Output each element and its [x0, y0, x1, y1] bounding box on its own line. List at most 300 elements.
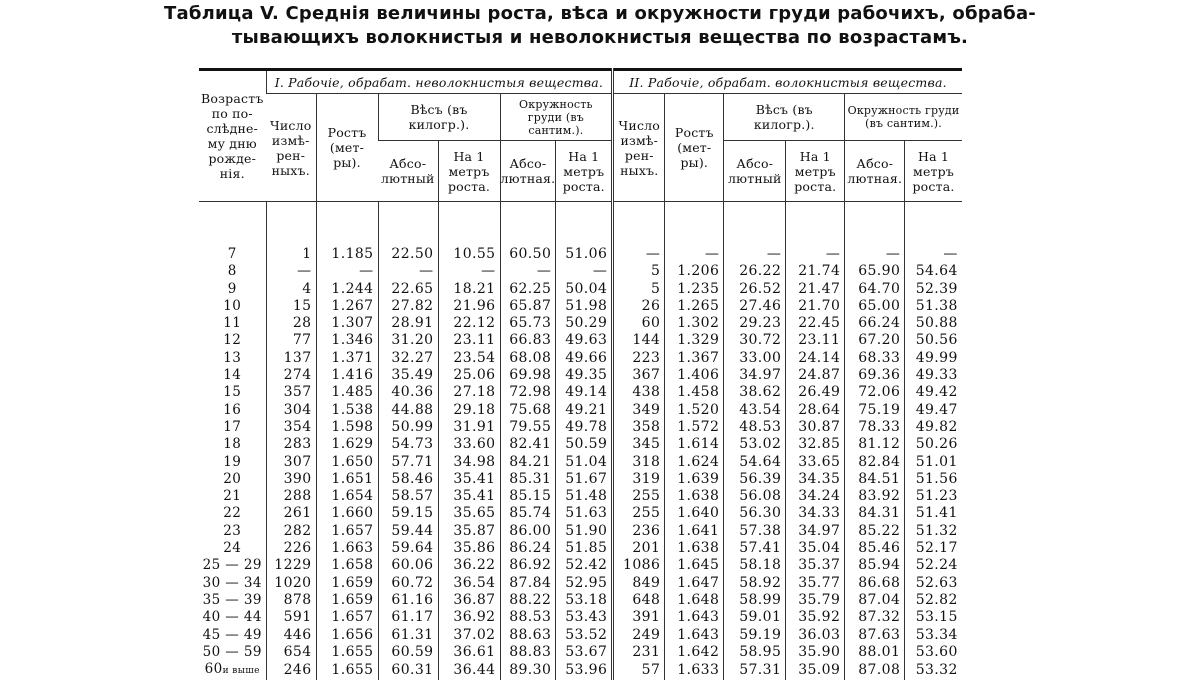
table-row	[199, 644, 962, 661]
cell-g1-weight-absolute: 61.31	[378, 627, 438, 644]
cell-g2-count: 319	[613, 471, 665, 488]
title-line-2: тывающихъ волокнистыя и неволокнистыя вещества по возрастамъ.	[231, 27, 969, 48]
cell-age	[199, 419, 266, 436]
cell-g2-height: 1.520	[665, 402, 724, 419]
cell-age	[199, 436, 266, 453]
cell-g2-weight-absolute: 59.19	[724, 627, 786, 644]
cell-g1-weight-per-meter: 36.87	[438, 592, 500, 609]
table-row	[199, 436, 962, 453]
cell-g2-weight-absolute: 58.99	[724, 592, 786, 609]
cell-g2-height: 1.329	[665, 332, 724, 349]
age-value: 30 — 34	[202, 574, 262, 591]
cell-g1-chest-per-meter: 49.78	[556, 419, 613, 436]
age-value: 24	[223, 540, 242, 557]
cell-age	[199, 281, 266, 298]
cell-g1-count: 226	[266, 540, 316, 557]
cell-g2-weight-per-meter: 21.74	[786, 263, 845, 280]
cell-g2-height: 1.614	[665, 436, 724, 453]
table-row	[199, 609, 962, 626]
cell-g1-chest-absolute: 88.63	[500, 627, 556, 644]
cell-g1-count: 390	[266, 471, 316, 488]
cell-g2-weight-per-meter: 35.90	[786, 644, 845, 661]
cell-g1-chest-per-meter: 50.59	[556, 436, 613, 453]
cell-g1-chest-per-meter: 51.48	[556, 488, 613, 505]
cell-g1-chest-per-meter: 52.42	[556, 557, 613, 574]
cell-g2-height: 1.642	[665, 644, 724, 661]
cell-g2-chest-per-meter: 51.01	[905, 454, 962, 471]
cell-g2-weight-absolute: 58.18	[724, 557, 786, 574]
cell-g1-weight-absolute: 57.71	[378, 454, 438, 471]
cell-g2-chest-absolute: 69.36	[845, 367, 905, 384]
cell-g1-height: 1.371	[316, 350, 378, 367]
cell-g1-height: 1.416	[316, 367, 378, 384]
cell-g1-chest-per-meter: —	[556, 263, 613, 280]
cell-g2-weight-absolute: 26.22	[724, 263, 786, 280]
cell-g2-chest-absolute: 85.94	[845, 557, 905, 574]
age-value: 13	[223, 349, 242, 366]
cell-g1-chest-absolute: 62.25	[500, 281, 556, 298]
cell-g1-height: 1.663	[316, 540, 378, 557]
table-row	[199, 523, 962, 540]
cell-g2-height: 1.643	[665, 609, 724, 626]
cell-age	[199, 575, 266, 592]
cell-g1-count: 654	[266, 644, 316, 661]
cell-g2-count: 5	[613, 281, 665, 298]
cell-g1-weight-per-meter: 33.60	[438, 436, 500, 453]
cell-g1-weight-per-meter: —	[438, 263, 500, 280]
cell-g1-chest-absolute: 86.00	[500, 523, 556, 540]
age-value: 40 — 44	[202, 609, 262, 626]
cell-g2-chest-per-meter: 52.63	[905, 575, 962, 592]
header-chest-g1: Окружность груди (въ сантим.).	[500, 94, 613, 141]
cell-g1-chest-absolute: 65.87	[500, 298, 556, 315]
cell-g1-chest-absolute: 60.50	[500, 246, 556, 263]
cell-g1-weight-per-meter: 25.06	[438, 367, 500, 384]
cell-g2-chest-per-meter: 49.99	[905, 350, 962, 367]
cell-g2-height: 1.367	[665, 350, 724, 367]
data-table	[199, 68, 962, 680]
cell-g2-weight-per-meter: 32.85	[786, 436, 845, 453]
age-value: 18	[223, 436, 242, 453]
cell-g2-height: 1.633	[665, 661, 724, 680]
table-row	[199, 419, 962, 436]
cell-g1-count: 446	[266, 627, 316, 644]
cell-g2-count: —	[613, 246, 665, 263]
cell-g2-weight-absolute: 48.53	[724, 419, 786, 436]
cell-g1-count: 878	[266, 592, 316, 609]
age-value: 21	[223, 488, 242, 505]
cell-g2-weight-absolute: 29.23	[724, 315, 786, 332]
cell-g1-count: 1020	[266, 575, 316, 592]
cell-g1-weight-per-meter: 31.91	[438, 419, 500, 436]
cell-g2-height: 1.645	[665, 557, 724, 574]
cell-age	[199, 315, 266, 332]
cell-g1-count: 304	[266, 402, 316, 419]
cell-g2-weight-absolute: 26.52	[724, 281, 786, 298]
cell-g2-chest-per-meter: 49.82	[905, 419, 962, 436]
cell-g2-chest-absolute: 87.32	[845, 609, 905, 626]
cell-g1-count: 283	[266, 436, 316, 453]
cell-g1-count: 1	[266, 246, 316, 263]
cell-g1-weight-per-meter: 22.12	[438, 315, 500, 332]
title-line-1: Таблица V. Среднія величины роста, вѣса и окружности груди рабочихъ, обраба-	[164, 3, 1036, 24]
cell-g2-weight-per-meter: 21.70	[786, 298, 845, 315]
cell-g1-height: 1.654	[316, 488, 378, 505]
cell-age	[199, 454, 266, 471]
cell-age	[199, 402, 266, 419]
cell-g1-weight-per-meter: 35.41	[438, 471, 500, 488]
cell-g2-count: 201	[613, 540, 665, 557]
age-value: 60	[204, 661, 223, 678]
cell-g1-count: 261	[266, 505, 316, 522]
cell-g2-weight-per-meter: 21.47	[786, 281, 845, 298]
cell-g1-chest-per-meter: 51.06	[556, 246, 613, 263]
age-value: 22	[223, 505, 242, 522]
cell-g1-height: 1.657	[316, 609, 378, 626]
cell-g1-chest-absolute: 85.74	[500, 505, 556, 522]
cell-g1-count: 15	[266, 298, 316, 315]
table-row	[199, 557, 962, 574]
cell-g1-chest-per-meter: 49.21	[556, 402, 613, 419]
age-suffix: и выше	[222, 666, 260, 677]
cell-g2-height: 1.638	[665, 540, 724, 557]
cell-age	[199, 263, 266, 280]
cell-g2-height: —	[665, 246, 724, 263]
cell-g2-chest-per-meter: 49.42	[905, 384, 962, 401]
cell-g2-chest-per-meter: 53.60	[905, 644, 962, 661]
cell-g2-chest-per-meter: 49.47	[905, 402, 962, 419]
cell-age	[199, 488, 266, 505]
cell-g2-count: 249	[613, 627, 665, 644]
cell-g1-weight-per-meter: 37.02	[438, 627, 500, 644]
cell-g1-weight-absolute: 22.65	[378, 281, 438, 298]
cell-g2-weight-per-meter: 24.14	[786, 350, 845, 367]
cell-g1-height: 1.267	[316, 298, 378, 315]
cell-g1-weight-absolute: 58.57	[378, 488, 438, 505]
cell-g1-chest-absolute: 89.30	[500, 661, 556, 680]
cell-age	[199, 627, 266, 644]
cell-age	[199, 471, 266, 488]
cell-g1-weight-absolute: 58.46	[378, 471, 438, 488]
cell-g1-weight-absolute: 60.72	[378, 575, 438, 592]
cell-g2-height: 1.643	[665, 627, 724, 644]
header-weight-per-meter-g2: На 1 метръ роста.	[786, 141, 845, 202]
cell-g2-weight-per-meter: 34.24	[786, 488, 845, 505]
cell-g2-chest-per-meter: 51.41	[905, 505, 962, 522]
cell-g2-weight-absolute: 57.38	[724, 523, 786, 540]
cell-g2-chest-absolute: 86.68	[845, 575, 905, 592]
cell-g2-chest-per-meter: 51.23	[905, 488, 962, 505]
cell-g1-count: 357	[266, 384, 316, 401]
table-row	[199, 298, 962, 315]
cell-g1-weight-absolute: 60.31	[378, 661, 438, 680]
cell-g2-weight-per-meter: 22.45	[786, 315, 845, 332]
header-count-g1: Число измѣ-рен-ныхъ.	[266, 94, 316, 202]
age-value: 20	[223, 470, 242, 487]
table-row	[199, 332, 962, 349]
age-value: 14	[223, 367, 242, 384]
table-row	[199, 246, 962, 263]
cell-g2-chest-absolute: 65.90	[845, 263, 905, 280]
cell-g2-chest-absolute: 85.46	[845, 540, 905, 557]
cell-g2-weight-per-meter: 28.64	[786, 402, 845, 419]
cell-g2-weight-absolute: 53.02	[724, 436, 786, 453]
header-weight-g2: Вѣсъ (въ килогр.).	[724, 94, 845, 141]
cell-g1-height: 1.656	[316, 627, 378, 644]
cell-g2-weight-absolute: 57.31	[724, 661, 786, 680]
cell-g2-height: 1.206	[665, 263, 724, 280]
cell-g1-height: 1.629	[316, 436, 378, 453]
header-weight-absolute-g1: Абсо-лютный	[378, 141, 438, 202]
cell-g1-weight-per-meter: 29.18	[438, 402, 500, 419]
header-age: Возрастъ по по-слѣдне-му дню рожде-нія.	[199, 70, 266, 202]
cell-g2-weight-absolute: 56.08	[724, 488, 786, 505]
cell-g2-count: 849	[613, 575, 665, 592]
cell-g1-weight-per-meter: 36.92	[438, 609, 500, 626]
table-row	[199, 281, 962, 298]
cell-g2-weight-per-meter: 35.77	[786, 575, 845, 592]
age-value: 17	[223, 418, 242, 435]
cell-g2-weight-per-meter: 35.04	[786, 540, 845, 557]
cell-g2-weight-per-meter: 35.37	[786, 557, 845, 574]
cell-g1-chest-per-meter: 51.98	[556, 298, 613, 315]
cell-g2-weight-absolute: 58.92	[724, 575, 786, 592]
cell-g2-chest-absolute: 85.22	[845, 523, 905, 540]
cell-g2-weight-absolute: 56.39	[724, 471, 786, 488]
cell-g1-chest-absolute: 69.98	[500, 367, 556, 384]
cell-g1-weight-absolute: 44.88	[378, 402, 438, 419]
cell-g2-count: 231	[613, 644, 665, 661]
cell-g2-weight-per-meter: —	[786, 246, 845, 263]
cell-g2-chest-per-meter: 52.82	[905, 592, 962, 609]
cell-g2-count: 367	[613, 367, 665, 384]
cell-g1-weight-per-meter: 35.87	[438, 523, 500, 540]
cell-g1-chest-per-meter: 51.85	[556, 540, 613, 557]
cell-g1-height: 1.346	[316, 332, 378, 349]
cell-g2-weight-absolute: 56.30	[724, 505, 786, 522]
cell-g1-chest-absolute: 84.21	[500, 454, 556, 471]
age-value: 50 — 59	[202, 643, 262, 660]
cell-g2-chest-per-meter: —	[905, 246, 962, 263]
cell-g1-chest-per-meter: 51.90	[556, 523, 613, 540]
table-row	[199, 350, 962, 367]
cell-g1-weight-per-meter: 23.11	[438, 332, 500, 349]
cell-g1-weight-absolute: 40.36	[378, 384, 438, 401]
cell-g1-chest-absolute: 82.41	[500, 436, 556, 453]
cell-g1-height: —	[316, 263, 378, 280]
cell-g1-weight-per-meter: 36.54	[438, 575, 500, 592]
age-value: 16	[223, 401, 242, 418]
cell-g2-weight-per-meter: 36.03	[786, 627, 845, 644]
cell-g2-chest-absolute: 88.01	[845, 644, 905, 661]
age-value: 45 — 49	[202, 626, 262, 643]
age-value: 15	[223, 384, 242, 401]
cell-g1-height: 1.538	[316, 402, 378, 419]
cell-g2-chest-per-meter: 52.39	[905, 281, 962, 298]
cell-g1-weight-absolute: 50.99	[378, 419, 438, 436]
cell-g2-height: 1.638	[665, 488, 724, 505]
cell-g1-chest-absolute: 86.92	[500, 557, 556, 574]
table-row	[199, 454, 962, 471]
cell-g2-chest-absolute: 84.51	[845, 471, 905, 488]
cell-g1-chest-absolute: 88.22	[500, 592, 556, 609]
cell-g2-chest-per-meter: 52.24	[905, 557, 962, 574]
cell-g1-weight-per-meter: 36.61	[438, 644, 500, 661]
table-row	[199, 263, 962, 280]
cell-g2-height: 1.265	[665, 298, 724, 315]
cell-g2-chest-absolute: 65.00	[845, 298, 905, 315]
cell-g2-chest-per-meter: 49.33	[905, 367, 962, 384]
cell-g1-weight-absolute: 54.73	[378, 436, 438, 453]
cell-g2-weight-per-meter: 34.97	[786, 523, 845, 540]
age-value: 9	[227, 280, 237, 297]
cell-g2-weight-per-meter: 24.87	[786, 367, 845, 384]
cell-g2-chest-per-meter: 53.32	[905, 661, 962, 680]
cell-g1-weight-absolute: 60.59	[378, 644, 438, 661]
header-group-2: II. Рабочіе, обрабат. волокнистыя вещества.	[613, 70, 962, 94]
cell-g1-chest-absolute: 86.24	[500, 540, 556, 557]
header-weight-g1: Вѣсъ (въ килогр.).	[378, 94, 500, 141]
cell-age	[199, 350, 266, 367]
header-height-g2: Ростъ (мет-ры).	[665, 94, 724, 202]
cell-g2-height: 1.458	[665, 384, 724, 401]
header-chest-absolute-g2: Абсо-лютная.	[845, 141, 905, 202]
cell-g2-weight-per-meter: 23.11	[786, 332, 845, 349]
header-weight-absolute-g2: Абсо-лютный	[724, 141, 786, 202]
cell-g1-weight-per-meter: 10.55	[438, 246, 500, 263]
cell-age	[199, 505, 266, 522]
cell-g2-chest-per-meter: 52.17	[905, 540, 962, 557]
cell-g1-chest-per-meter: 49.35	[556, 367, 613, 384]
header-weight-per-meter-g1: На 1 метръ роста.	[438, 141, 500, 202]
cell-g2-weight-absolute: 59.01	[724, 609, 786, 626]
cell-g2-weight-per-meter: 34.33	[786, 505, 845, 522]
cell-g1-count: 77	[266, 332, 316, 349]
cell-g1-height: 1.659	[316, 575, 378, 592]
cell-g1-chest-per-meter: 49.63	[556, 332, 613, 349]
header-chest-g2: Окружность груди (въ сантим.).	[845, 94, 962, 141]
cell-g2-weight-absolute: 27.46	[724, 298, 786, 315]
age-value: 10	[223, 297, 242, 314]
table-row	[199, 367, 962, 384]
cell-g2-weight-absolute: 33.00	[724, 350, 786, 367]
table-title	[0, 2, 1200, 50]
cell-g1-weight-per-meter: 36.44	[438, 661, 500, 680]
cell-g2-chest-per-meter: 50.56	[905, 332, 962, 349]
cell-g2-chest-per-meter: 51.38	[905, 298, 962, 315]
cell-g1-weight-absolute: 28.91	[378, 315, 438, 332]
cell-g1-count: 288	[266, 488, 316, 505]
cell-g1-count: 354	[266, 419, 316, 436]
cell-g2-count: 26	[613, 298, 665, 315]
cell-g2-chest-absolute: 67.20	[845, 332, 905, 349]
cell-g2-weight-absolute: 58.95	[724, 644, 786, 661]
table-row	[199, 592, 962, 609]
cell-g2-weight-per-meter: 33.65	[786, 454, 845, 471]
cell-g2-chest-absolute: 87.63	[845, 627, 905, 644]
cell-g1-weight-per-meter: 23.54	[438, 350, 500, 367]
cell-age	[199, 661, 266, 680]
cell-g1-chest-absolute: —	[500, 263, 556, 280]
cell-g1-count: 282	[266, 523, 316, 540]
cell-g1-count: 28	[266, 315, 316, 332]
cell-g2-weight-absolute: 43.54	[724, 402, 786, 419]
table-row	[199, 471, 962, 488]
table-body	[199, 246, 962, 680]
cell-g1-height: 1.598	[316, 419, 378, 436]
header-spacer-row	[199, 202, 962, 247]
cell-g1-chest-absolute: 87.84	[500, 575, 556, 592]
cell-g1-weight-absolute: 59.15	[378, 505, 438, 522]
cell-g2-count: 255	[613, 488, 665, 505]
age-value: 23	[223, 522, 242, 539]
cell-g1-weight-absolute: 35.49	[378, 367, 438, 384]
cell-g2-weight-per-meter: 35.09	[786, 661, 845, 680]
age-value: 7	[227, 246, 237, 262]
cell-g1-chest-absolute: 65.73	[500, 315, 556, 332]
cell-g2-height: 1.639	[665, 471, 724, 488]
cell-g1-chest-per-meter: 52.95	[556, 575, 613, 592]
cell-g1-weight-absolute: 60.06	[378, 557, 438, 574]
cell-g2-weight-absolute: 57.41	[724, 540, 786, 557]
cell-g2-height: 1.640	[665, 505, 724, 522]
cell-g2-chest-per-meter: 51.32	[905, 523, 962, 540]
cell-g1-chest-per-meter: 51.67	[556, 471, 613, 488]
cell-g2-chest-per-meter: 53.15	[905, 609, 962, 626]
cell-g1-chest-per-meter: 49.14	[556, 384, 613, 401]
cell-g2-chest-absolute: 83.92	[845, 488, 905, 505]
table-row	[199, 627, 962, 644]
cell-g2-height: 1.302	[665, 315, 724, 332]
cell-g2-chest-absolute: 84.31	[845, 505, 905, 522]
cell-g1-count: 591	[266, 609, 316, 626]
cell-g2-count: 60	[613, 315, 665, 332]
cell-age	[199, 557, 266, 574]
cell-g2-count: 1086	[613, 557, 665, 574]
cell-g2-weight-per-meter: 30.87	[786, 419, 845, 436]
table-row	[199, 540, 962, 557]
cell-g2-height: 1.648	[665, 592, 724, 609]
age-value: 8	[227, 263, 237, 280]
cell-g1-chest-per-meter: 53.96	[556, 661, 613, 680]
cell-g2-count: 318	[613, 454, 665, 471]
cell-age	[199, 298, 266, 315]
age-value: 35 — 39	[202, 591, 262, 608]
header-chest-per-meter-g1: На 1 метръ роста.	[556, 141, 613, 202]
cell-g1-chest-per-meter: 49.66	[556, 350, 613, 367]
cell-g1-chest-absolute: 72.98	[500, 384, 556, 401]
cell-g2-weight-absolute: 30.72	[724, 332, 786, 349]
cell-g2-chest-absolute: —	[845, 246, 905, 263]
cell-g1-weight-absolute: 61.17	[378, 609, 438, 626]
cell-g2-height: 1.406	[665, 367, 724, 384]
cell-g1-chest-per-meter: 51.04	[556, 454, 613, 471]
cell-g2-count: 5	[613, 263, 665, 280]
cell-age	[199, 644, 266, 661]
cell-g2-weight-absolute: 38.62	[724, 384, 786, 401]
cell-g1-weight-absolute: 22.50	[378, 246, 438, 263]
cell-g2-height: 1.235	[665, 281, 724, 298]
cell-g2-chest-absolute: 78.33	[845, 419, 905, 436]
cell-g1-weight-absolute: 27.82	[378, 298, 438, 315]
header-chest-absolute-g1: Абсо-лютная.	[500, 141, 556, 202]
cell-g2-count: 349	[613, 402, 665, 419]
cell-g1-count: 246	[266, 661, 316, 680]
cell-g1-height: 1.655	[316, 661, 378, 680]
cell-g2-count: 57	[613, 661, 665, 680]
cell-g1-chest-absolute: 68.08	[500, 350, 556, 367]
cell-g1-count: 137	[266, 350, 316, 367]
